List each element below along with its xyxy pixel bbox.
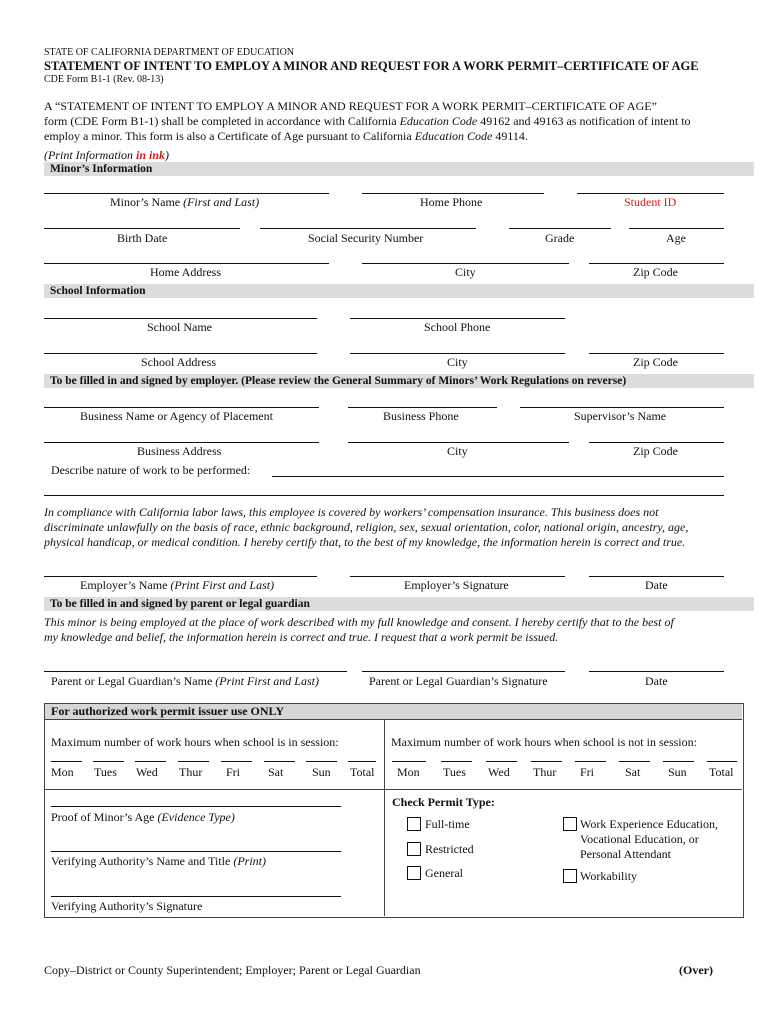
out-session-hours-total-field[interactable] xyxy=(707,761,737,762)
max-hours-out-session-label: Maximum number of work hours when school is not in session: xyxy=(391,735,697,749)
supervisor-name-label: Supervisor’s Name xyxy=(574,409,667,423)
school-city-label: City xyxy=(447,355,468,369)
day-wed: Wed xyxy=(136,765,158,779)
home-phone-field[interactable] xyxy=(362,193,544,194)
work-nature-field-line-2[interactable] xyxy=(44,495,724,496)
verifying-signature-field[interactable] xyxy=(51,896,341,897)
print-instruction: (Print Information in ink) xyxy=(44,148,170,162)
verifying-name-label: Verifying Authority’s Name and Title (Print) xyxy=(51,854,266,868)
school-address-field[interactable] xyxy=(44,353,317,354)
guardian-name-field[interactable] xyxy=(44,671,347,672)
restricted-label: Restricted xyxy=(425,842,474,856)
birth-date-field[interactable] xyxy=(44,228,240,229)
home-address-label: Home Address xyxy=(150,265,221,279)
school-city-field[interactable] xyxy=(350,353,565,354)
ssn-label: Social Security Number xyxy=(308,231,424,245)
day-sun: Sun xyxy=(312,765,331,779)
minor-city-label: City xyxy=(455,265,476,279)
guardian-date-field[interactable] xyxy=(589,671,724,672)
form-id: CDE Form B1-1 (Rev. 08-13) xyxy=(44,74,164,85)
employer-date-label: Date xyxy=(645,578,668,592)
in-session-hours-sun-field[interactable] xyxy=(306,761,337,762)
student-id-label: Student ID xyxy=(624,195,677,209)
age-field[interactable] xyxy=(629,228,724,229)
employer-heading: To be filled in and signed by employer. (Please review the General Summary of Minors’ Work Regulations on reverse) xyxy=(44,374,754,388)
out-session-hours-sat-field[interactable] xyxy=(619,761,650,762)
issuer-divider-bottom xyxy=(384,789,385,916)
business-name-field[interactable] xyxy=(44,407,319,408)
business-zip-field[interactable] xyxy=(589,442,724,443)
intro-line-2: form (CDE Form B1-1) shall be completed in accordance with California Education Code 49162 and 49163 as notification of intent to xyxy=(44,114,691,128)
minor-name-label: Minor’s Name (First and Last) xyxy=(110,195,260,209)
in-session-hours-total-field[interactable] xyxy=(348,761,376,762)
issuer-divider-top xyxy=(384,720,385,789)
in-session-hours-mon-field[interactable] xyxy=(51,761,82,762)
day-wed-2: Wed xyxy=(488,765,510,779)
school-name-label: School Name xyxy=(147,320,212,334)
out-session-hours-sun-field[interactable] xyxy=(663,761,694,762)
day-sat-2: Sat xyxy=(625,765,641,779)
proof-of-age-field[interactable] xyxy=(51,806,341,807)
department-name: STATE OF CALIFORNIA DEPARTMENT OF EDUCATION xyxy=(44,47,295,58)
workability-label: Workability xyxy=(580,869,638,883)
check-permit-type-label: Check Permit Type: xyxy=(392,795,495,809)
guardian-signature-label: Parent or Legal Guardian’s Signature xyxy=(369,674,548,688)
over-label: (Over) xyxy=(679,963,713,977)
intro-line-3: employ a minor. This form is also a Certificate of Age pursuant to California Education Code 49114. xyxy=(44,129,528,143)
in-session-hours-wed-field[interactable] xyxy=(135,761,166,762)
guardian-name-label: Parent or Legal Guardian’s Name (Print First and Last) xyxy=(51,674,319,688)
age-label: Age xyxy=(666,231,686,245)
day-tues: Tues xyxy=(94,765,117,779)
school-phone-label: School Phone xyxy=(424,320,491,334)
in-session-hours-tues-field[interactable] xyxy=(93,761,124,762)
business-zip-label: Zip Code xyxy=(633,444,678,458)
home-phone-label: Home Phone xyxy=(420,195,483,209)
copy-distribution: Copy–District or County Superintendent; Employer; Parent or Legal Guardian xyxy=(44,963,421,977)
business-name-label: Business Name or Agency of Placement xyxy=(80,409,273,423)
employer-name-label: Employer’s Name (Print First and Last) xyxy=(80,578,275,592)
out-session-hours-mon-field[interactable] xyxy=(392,761,426,762)
school-info-heading: School Information xyxy=(44,284,754,298)
out-session-hours-fri-field[interactable] xyxy=(575,761,606,762)
restricted-checkbox[interactable] xyxy=(407,842,421,856)
minor-info-heading: Minor’s Information xyxy=(44,162,754,176)
fulltime-label: Full-time xyxy=(425,817,470,831)
day-sun-2: Sun xyxy=(668,765,687,779)
day-sat: Sat xyxy=(268,765,284,779)
out-session-hours-wed-field[interactable] xyxy=(486,761,517,762)
fulltime-checkbox[interactable] xyxy=(407,817,421,831)
guardian-heading: To be filled in and signed by parent or legal guardian xyxy=(44,597,754,611)
day-total-2: Total xyxy=(709,765,734,779)
day-fri: Fri xyxy=(226,765,241,779)
proof-of-age-label: Proof of Minor’s Age (Evidence Type) xyxy=(51,810,235,824)
home-address-field[interactable] xyxy=(44,263,329,264)
grade-label: Grade xyxy=(545,231,575,245)
school-phone-field[interactable] xyxy=(350,318,565,319)
form-title: STATEMENT OF INTENT TO EMPLOY A MINOR AND REQUEST FOR A WORK PERMIT–CERTIFICATE OF AGE xyxy=(44,59,699,73)
employer-signature-field[interactable] xyxy=(350,576,565,577)
day-mon: Mon xyxy=(51,765,74,779)
grade-field[interactable] xyxy=(509,228,611,229)
minor-zip-label: Zip Code xyxy=(633,265,678,279)
in-session-hours-fri-field[interactable] xyxy=(221,761,252,762)
day-total: Total xyxy=(350,765,375,779)
intro-line-1: A “STATEMENT OF INTENT TO EMPLOY A MINOR AND REQUEST FOR A WORK PERMIT–CERTIFICATE OF AGE” xyxy=(44,99,657,113)
workability-checkbox[interactable] xyxy=(563,869,577,883)
issuer-heading: For authorized work permit issuer use ONLY xyxy=(45,704,742,720)
business-city-field[interactable] xyxy=(348,442,569,443)
work-experience-checkbox[interactable] xyxy=(563,817,577,831)
ssn-field[interactable] xyxy=(260,228,476,229)
out-session-hours-tues-field[interactable] xyxy=(441,761,472,762)
minor-name-field[interactable] xyxy=(44,193,329,194)
day-mon-2: Mon xyxy=(397,765,420,779)
business-address-field[interactable] xyxy=(44,442,319,443)
school-address-label: School Address xyxy=(141,355,216,369)
student-id-field[interactable] xyxy=(577,193,724,194)
school-zip-label: Zip Code xyxy=(633,355,678,369)
day-thur: Thur xyxy=(179,765,203,779)
school-zip-field[interactable] xyxy=(589,353,724,354)
minor-zip-field[interactable] xyxy=(589,263,724,264)
day-thur-2: Thur xyxy=(533,765,557,779)
birth-date-label: Birth Date xyxy=(117,231,168,245)
verifying-name-field[interactable] xyxy=(51,851,341,852)
guardian-consent-text: This minor is being employed at the place of work described with my full knowledge and consent. I hereby certify that to the best of my knowledge and belief, the information herein is correct and true. I request that a work permit be issued. xyxy=(44,615,674,644)
issuer-divider-horizontal xyxy=(44,789,742,790)
out-session-hours-thur-field[interactable] xyxy=(531,761,562,762)
business-phone-label: Business Phone xyxy=(383,409,459,423)
in-session-hours-thur-field[interactable] xyxy=(178,761,209,762)
guardian-date-label: Date xyxy=(645,674,668,688)
employer-signature-label: Employer’s Signature xyxy=(404,578,509,592)
work-nature-label: Describe nature of work to be performed: xyxy=(51,463,251,477)
employer-name-field[interactable] xyxy=(44,576,317,577)
work-nature-field[interactable] xyxy=(272,476,724,477)
compliance-statement: In compliance with California labor laws, this employee is covered by workers’ compensation insurance. This business does not discriminate unlawfully on the basis of race, ethnic background, religion, sex, sexual orientation, color, national origin, ancestry, age, physical handicap, or medical condition. I hereby certify that, to the best of my knowledge, the information herein is correct and true. xyxy=(44,505,689,549)
minor-city-field[interactable] xyxy=(362,263,569,264)
supervisor-name-field[interactable] xyxy=(520,407,724,408)
business-phone-field[interactable] xyxy=(348,407,497,408)
max-hours-in-session-label: Maximum number of work hours when school is in session: xyxy=(51,735,339,749)
day-tues-2: Tues xyxy=(443,765,466,779)
school-name-field[interactable] xyxy=(44,318,317,319)
day-fri-2: Fri xyxy=(580,765,595,779)
general-label: General xyxy=(425,866,463,880)
guardian-signature-field[interactable] xyxy=(362,671,565,672)
verifying-signature-label: Verifying Authority’s Signature xyxy=(51,899,203,913)
work-experience-label: Work Experience Education, Vocational Education, or Personal Attendant xyxy=(580,817,718,861)
business-city-label: City xyxy=(447,444,468,458)
in-session-hours-sat-field[interactable] xyxy=(264,761,295,762)
general-checkbox[interactable] xyxy=(407,866,421,880)
business-address-label: Business Address xyxy=(137,444,222,458)
employer-date-field[interactable] xyxy=(589,576,724,577)
